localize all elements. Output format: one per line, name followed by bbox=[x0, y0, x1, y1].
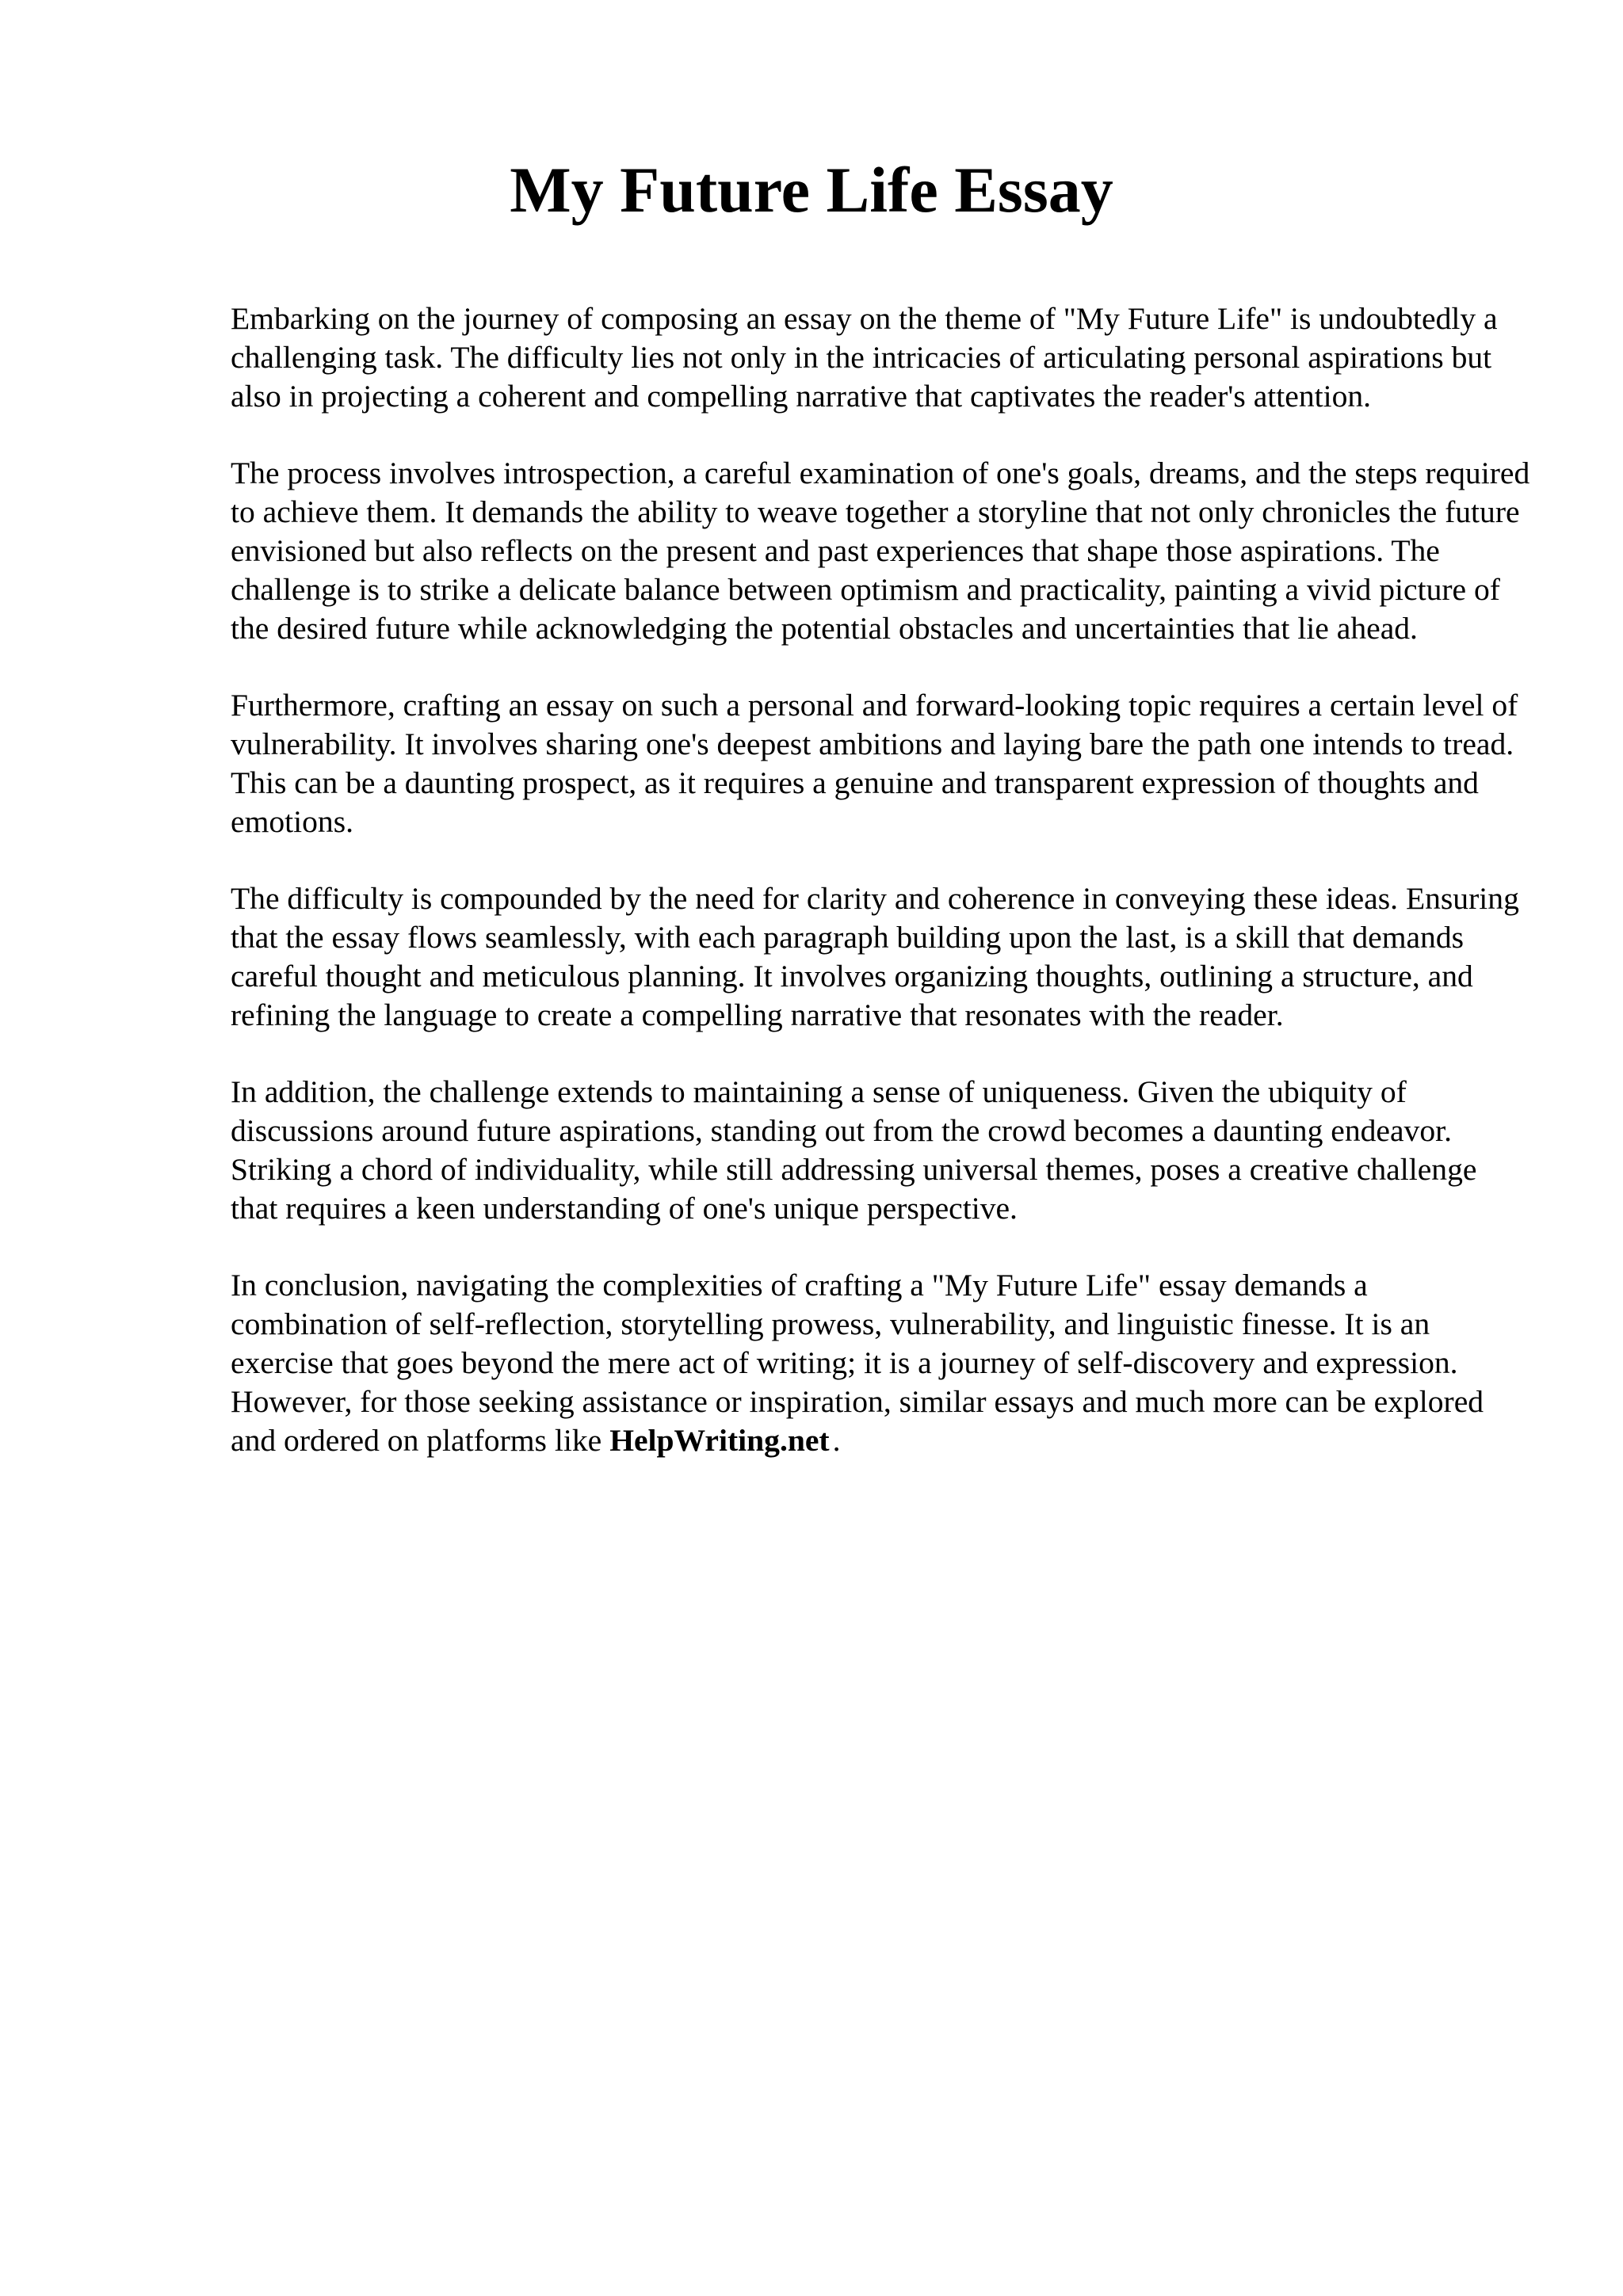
document-title: My Future Life Essay bbox=[510, 154, 1113, 226]
essay-body bbox=[231, 299, 1530, 1498]
paragraph-4: The difficulty is compounded by the need for clarity and coherence in conveying these ideas. Ensuring that the essay flows seamlessly, with each paragraph building upon the last, is a skill that demands careful thought and meticulous planning. It involves organizing thoughts, outlining a structure, and refining the language to create a compelling narrative that resonates with the reader. bbox=[231, 881, 1519, 1032]
helpwriting-link[interactable]: HelpWriting.net bbox=[609, 1423, 830, 1458]
conclusion-paragraph bbox=[231, 1266, 1530, 1460]
conclusion-period: . bbox=[832, 1423, 841, 1458]
paragraph-3: Furthermore, crafting an essay on such a personal and forward-looking topic requires a certain level of vulnerability. It involves sharing one's deepest ambitions and laying bare the path one intends to tread. This can be a daunting prospect, as it requires a genuine and transparent expression of thoughts and emotions. bbox=[231, 688, 1518, 839]
paragraph-2: The process involves introspection, a careful examination of one's goals, dreams, and the steps required to achieve them. It demands the ability to weave together a storyline that not only chronicles the future envisioned but also reflects on the present and past experiences that shape those aspirations. The challenge is to strike a delicate balance between optimism and practicality, painting a vivid picture of the desired future while acknowledging the potential obstacles and uncertainties that lie ahead. bbox=[231, 456, 1530, 646]
paragraph-5: In addition, the challenge extends to maintaining a sense of uniqueness. Given the ubiquity of discussions around future aspirations, standing out from the crowd becomes a daunting endeavor. Striking a chord of individuality, while still addressing universal themes, poses a creative challenge that requires a keen understanding of one's unique perspective. bbox=[231, 1074, 1477, 1226]
paragraph-1: Embarking on the journey of composing an essay on the theme of "My Future Life" is undoubtedly a challenging task. The difficulty lies not only in the intricacies of articulating personal aspirations but also in projecting a coherent and compelling narrative that captivates the reader's attention. bbox=[231, 301, 1498, 414]
conclusion-text: In conclusion, navigating the complexities of crafting a "My Future Life" essay demands a combination of self-reflection, storytelling prowess, vulnerability, and linguistic finesse. It is an exercise that goes beyond the mere act of writing; it is a journey of self-discovery and expression. However, for those seeking assistance or inspiration, similar essays and much more can be explored and ordered on platforms like bbox=[231, 1268, 1484, 1458]
